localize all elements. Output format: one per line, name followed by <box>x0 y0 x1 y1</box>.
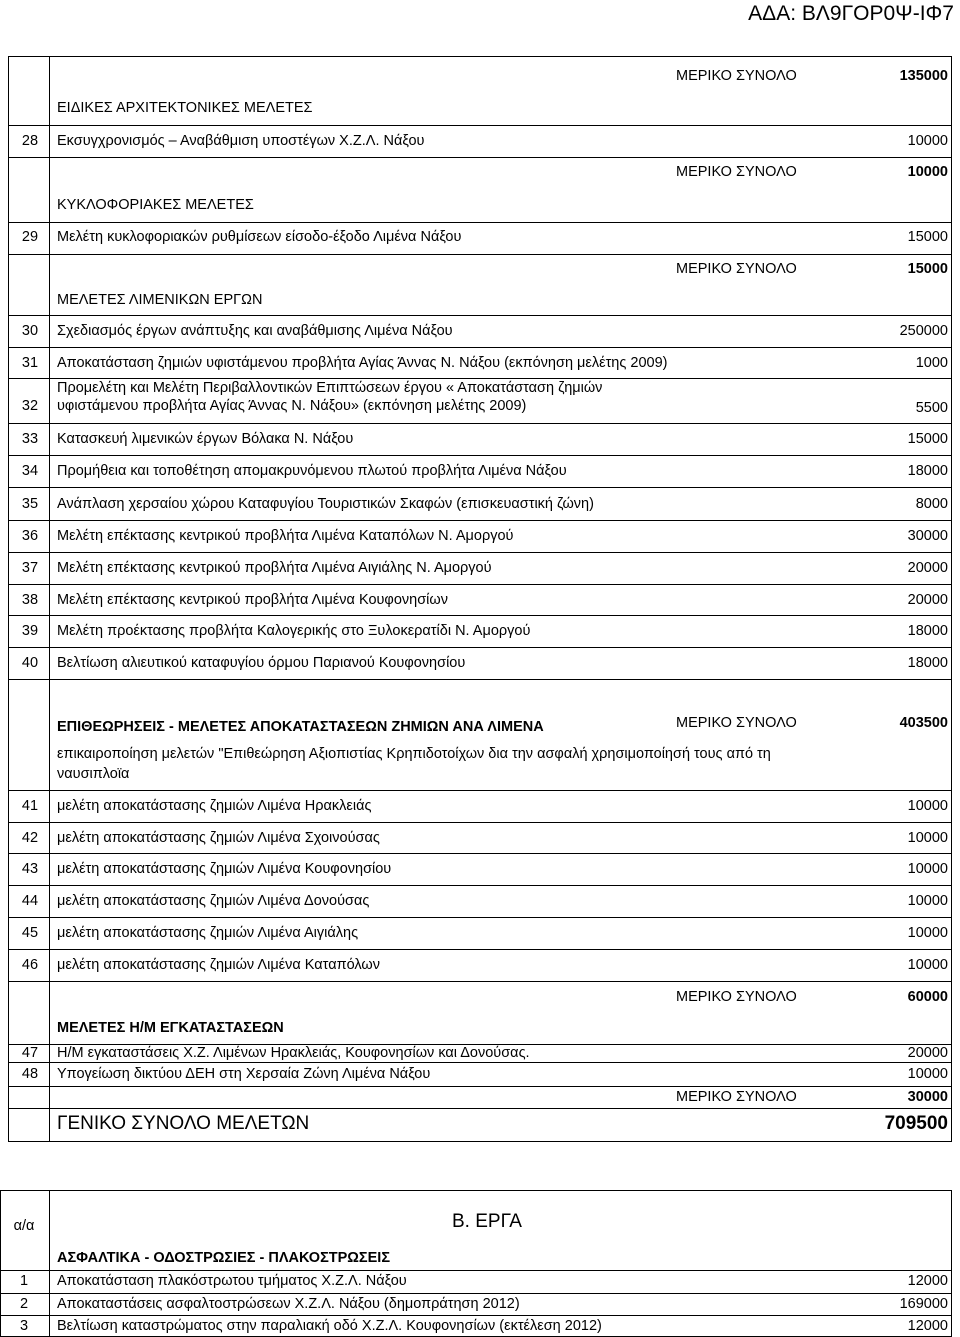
section-heading: ΚΥΚΛΟΦΟΡΙΑΚΕΣ ΜΕΛΕΤΕΣ <box>57 197 254 213</box>
subtotal-value: 60000 <box>907 989 948 1005</box>
row-text: Υπογείωση δικτύου ΔΕΗ στη Χερσαία Ζώνη Λιμένα Νάξου <box>57 1066 431 1082</box>
row-number: 34 <box>21 463 39 479</box>
row-text: Αποκατάσταση πλακόστρωτου τμήματος Χ.Ζ.Λ. Νάξου <box>57 1273 407 1289</box>
row-number: 45 <box>21 925 39 941</box>
row-text: Η/Μ εγκαταστάσεις Χ.Ζ. Λιμένων Ηρακλειάς, Κουφονησίων και Δονούσας. <box>57 1045 530 1061</box>
row-amount: 18000 <box>907 655 948 671</box>
section-heading: ΜΕΛΕΤΕΣ Η/Μ ΕΓΚΑΤΑΣΤΑΣΕΩΝ <box>57 1020 284 1036</box>
row-number: 37 <box>21 560 39 576</box>
section-heading: ΑΣΦΑΛΤΙΚΑ - ΟΔΟΣΤΡΩΣΙΕΣ - ΠΛΑΚΟΣΤΡΩΣΕΙΣ <box>57 1250 391 1266</box>
row-number: 48 <box>21 1066 39 1082</box>
row-text: Μελέτη προέκτασης προβλήτα Καλογερικής στο Ξυλοκερατίδι Ν. Αμοργού <box>57 623 531 639</box>
row-number: 41 <box>21 798 39 814</box>
row-text: Μελέτη επέκτασης κεντρικού προβλήτα Λιμένα Κουφονησίων <box>57 592 448 608</box>
subtotal-label: ΜΕΡΙΚΟ ΣΥΝΟΛΟ <box>676 68 797 84</box>
subtotal-value: 10000 <box>907 164 948 180</box>
row-text: Βελτίωση καταστρώματος στην παραλιακή οδό Χ.Ζ.Λ. Κουφονησίων (εκτέλεση 2012) <box>57 1318 602 1334</box>
subtotal-label: ΜΕΡΙΚΟ ΣΥΝΟΛΟ <box>676 715 797 731</box>
row-amount: 10000 <box>907 133 948 149</box>
row-number: 38 <box>21 592 39 608</box>
row-text: μελέτη αποκατάστασης ζημιών Λιμένα Σχοινούσας <box>57 830 380 846</box>
row-text: Αποκαταστάσεις ασφαλτοστρώσεων Χ.Ζ.Λ. Νάξου (δημοπράτηση 2012) <box>57 1296 520 1312</box>
row-number: 28 <box>21 133 39 149</box>
subtotal-value: 15000 <box>907 261 948 277</box>
row-text-line2: υφιστάμενου προβλήτα Αγίας Άννας Ν. Νάξου» (εκπόνηση μελέτης 2009) <box>57 398 527 414</box>
subtotal-label: ΜΕΡΙΚΟ ΣΥΝΟΛΟ <box>676 164 797 180</box>
row-amount: 10000 <box>907 1066 948 1082</box>
row-text: Μελέτη επέκτασης κεντρικού προβλήτα Λιμένα Καταπόλων Ν. Αμοργού <box>57 528 514 544</box>
row-amount: 1000 <box>915 355 948 371</box>
row-number: 46 <box>21 957 39 973</box>
row-text: μελέτη αποκατάστασης ζημιών Λιμένα Καταπόλων <box>57 957 380 973</box>
row-number: 33 <box>21 431 39 447</box>
row-text: Μελέτη επέκτασης κεντρικού προβλήτα Λιμένα Αιγιάλης Ν. Αμοργού <box>57 560 492 576</box>
row-text: μελέτη αποκατάστασης ζημιών Λιμένα Αιγιάλης <box>57 925 359 941</box>
section-heading: ΜΕΛΕΤΕΣ ΛΙΜΕΝΙΚΩΝ ΕΡΓΩΝ <box>57 292 263 308</box>
row-number: 32 <box>21 398 39 414</box>
row-text: Ανάπλαση χερσαίου χώρου Καταφυγίου Τουριστικών Σκαφών (επισκευαστική ζώνη) <box>57 496 594 512</box>
grand-total-value: 709500 <box>884 1113 948 1134</box>
row-amount: 15000 <box>907 229 948 245</box>
row-amount: 8000 <box>915 496 948 512</box>
row-amount: 20000 <box>907 592 948 608</box>
row-amount: 20000 <box>907 560 948 576</box>
row-number: 30 <box>21 323 39 339</box>
row-amount: 10000 <box>907 798 948 814</box>
row-text: Αποκατάσταση ζημιών υφιστάμενου προβλήτα Αγίας Άννας Ν. Νάξου (εκπόνηση μελέτης 2009) <box>57 355 668 371</box>
row-amount: 20000 <box>907 1045 948 1061</box>
row-text: Εκσυγχρονισμός – Αναβάθμιση υποστέγων Χ.Ζ.Λ. Νάξου <box>57 133 425 149</box>
row-text: μελέτη αποκατάστασης ζημιών Λιμένα Ηρακλειάς <box>57 798 372 814</box>
row-text: μελέτη αποκατάστασης ζημιών Λιμένα Κουφονησίου <box>57 861 392 877</box>
section-heading: ΕΠΙΘΕΩΡΗΣΕΙΣ - ΜΕΛΕΤΕΣ ΑΠΟΚΑΤΑΣΤΑΣΕΩΝ ΖΗΜΙΩΝ ΑΝΑ ΛΙΜΕΝΑ <box>57 719 544 735</box>
row-number: 35 <box>21 496 39 512</box>
subtotal-label: ΜΕΡΙΚΟ ΣΥΝΟΛΟ <box>676 1089 797 1105</box>
grand-total-label: ΓΕΝΙΚΟ ΣΥΝΟΛΟ ΜΕΛΕΤΩΝ <box>57 1113 310 1134</box>
subtotal-value: 135000 <box>899 68 948 84</box>
row-amount: 30000 <box>907 528 948 544</box>
row-amount: 10000 <box>907 830 948 846</box>
row-amount: 10000 <box>907 957 948 973</box>
row-amount: 12000 <box>907 1318 948 1334</box>
works-title: Β. ΕΡΓΑ <box>452 1211 522 1232</box>
row-number: 2 <box>19 1296 29 1312</box>
row-number: 39 <box>21 623 39 639</box>
row-text: Σχεδιασμός έργων ανάπτυξης και αναβάθμισης Λιμένα Νάξου <box>57 323 453 339</box>
row-text-line1: Προμελέτη και Μελέτη Περιβαλλοντικών Επιπτώσεων έργου « Αποκατάσταση ζημιών <box>57 380 603 396</box>
row-amount: 169000 <box>899 1296 948 1312</box>
row-number: 44 <box>21 893 39 909</box>
serial-number-header: α/α <box>13 1218 35 1234</box>
section-note-line1: επικαιροποίηση μελετών "Επιθεώρηση Αξιοπιστίας Κρηπιδοτοίχων δια την ασφαλή χρησιμοποίησή τους από τη <box>57 746 771 762</box>
row-amount: 18000 <box>907 623 948 639</box>
row-number: 43 <box>21 861 39 877</box>
row-number: 29 <box>21 229 39 245</box>
row-amount: 10000 <box>907 861 948 877</box>
row-amount: 10000 <box>907 925 948 941</box>
row-amount: 5500 <box>915 400 948 416</box>
subtotal-label: ΜΕΡΙΚΟ ΣΥΝΟΛΟ <box>676 989 797 1005</box>
row-amount: 250000 <box>899 323 948 339</box>
row-amount: 18000 <box>907 463 948 479</box>
row-number: 40 <box>21 655 39 671</box>
row-text: μελέτη αποκατάστασης ζημιών Λιμένα Δονούσας <box>57 893 370 909</box>
subtotal-label: ΜΕΡΙΚΟ ΣΥΝΟΛΟ <box>676 261 797 277</box>
row-number: 3 <box>19 1318 29 1334</box>
row-amount: 15000 <box>907 431 948 447</box>
row-number: 1 <box>19 1273 29 1289</box>
subtotal-value: 30000 <box>907 1089 948 1105</box>
row-number: 42 <box>21 830 39 846</box>
row-text: Κατασκευή λιμενικών έργων Βόλακα Ν. Νάξου <box>57 431 354 447</box>
row-text: Βελτίωση αλιευτικού καταφυγίου όρμου Παριανού Κουφονησίου <box>57 655 466 671</box>
section-heading: ΕΙΔΙΚΕΣ ΑΡΧΙΤΕΚΤΟΝΙΚΕΣ ΜΕΛΕΤΕΣ <box>57 100 313 116</box>
ada-identifier: ΑΔΑ: ΒΛ9ΓΟΡ0Ψ-ΙΦ7 <box>748 2 954 25</box>
row-amount: 12000 <box>907 1273 948 1289</box>
row-amount: 10000 <box>907 893 948 909</box>
row-number: 31 <box>21 355 39 371</box>
row-text: Προμήθεια και τοποθέτηση απομακρυνόμενου πλωτού προβλήτα Λιμένα Νάξου <box>57 463 567 479</box>
subtotal-value: 403500 <box>899 715 948 731</box>
row-number: 47 <box>21 1045 39 1061</box>
row-text: Μελέτη κυκλοφοριακών ρυθμίσεων είσοδο-έξοδο Λιμένα Νάξου <box>57 229 462 245</box>
row-number: 36 <box>21 528 39 544</box>
section-note-line2: ναυσιπλοϊα <box>57 766 130 782</box>
